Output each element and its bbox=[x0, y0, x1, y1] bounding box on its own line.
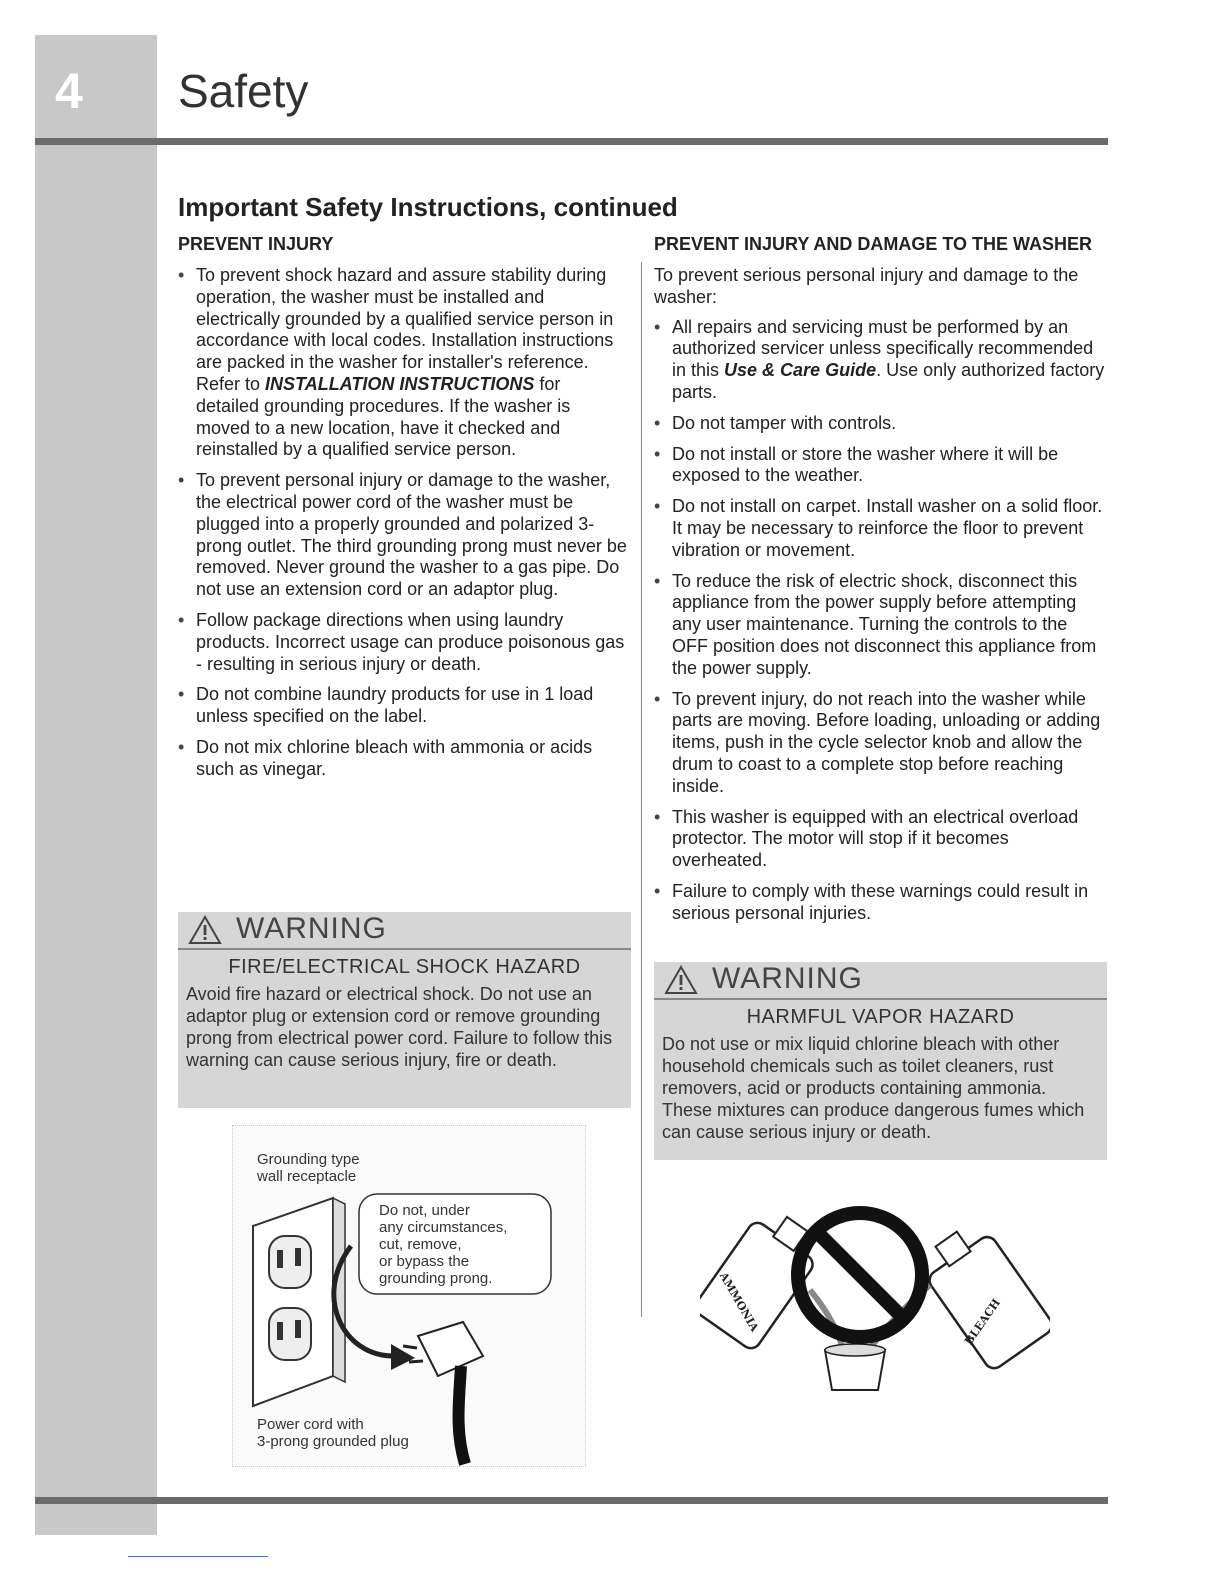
bleach-label: BLEACH bbox=[962, 1296, 1004, 1348]
list-item: • Do not mix chlorine bleach with ammonia or acids such as vinegar. bbox=[178, 737, 628, 781]
list-item: • Follow package directions when using laundry products. Incorrect usage can produce poisonous gas - resulting in serious injury or death. bbox=[178, 610, 628, 675]
bottom-link-underline bbox=[128, 1556, 268, 1557]
left-column bbox=[178, 233, 628, 790]
receptacle-label-2: wall receptacle bbox=[257, 1168, 357, 1185]
warning-triangle-icon bbox=[188, 915, 222, 945]
ammonia-label: AMMONIA bbox=[716, 1270, 762, 1334]
warning-subtitle: FIRE/ELECTRICAL SHOCK HAZARD bbox=[228, 956, 581, 978]
list-item: • To prevent injury, do not reach into the washer while parts are moving. Before loading, unloading or adding items, push in the cycle selector knob and allow the drum to coast to a complete stop before reaching inside. bbox=[654, 689, 1106, 798]
list-item: • Do not combine laundry products for use in 1 load unless specified on the label. bbox=[178, 684, 628, 728]
warning-box-vapor bbox=[654, 962, 1107, 1160]
list-item: • Do not install or store the washer where it will be exposed to the weather. bbox=[654, 444, 1106, 488]
top-rule bbox=[35, 138, 1108, 145]
list-item: • All repairs and servicing must be performed by an authorized servicer unless specifically recommended in this Use & Care Guide. Use only authorized factory parts. bbox=[654, 317, 1106, 404]
callout-text: Do not, under any circumstances, cut, remove, or bypass the grounding prong. bbox=[379, 1202, 508, 1287]
list-item: • To prevent personal injury or damage to the washer, the electrical power cord of the washer must be plugged into a properly grounded and polarized 3-prong outlet. The third grounding prong must never be removed. Never ground the washer to a gas pipe. Do not use an extension cord or an adaptor plug. bbox=[178, 470, 628, 601]
right-column bbox=[654, 233, 1106, 934]
list-item: • Failure to comply with these warnings could result in serious personal injuries. bbox=[654, 881, 1106, 925]
list-item: • Do not tamper with controls. bbox=[654, 413, 1106, 435]
warning-subtitle: HARMFUL VAPOR HAZARD bbox=[746, 1006, 1015, 1028]
page-title: Safety bbox=[178, 65, 309, 117]
warning-label: WARNING bbox=[236, 912, 387, 945]
bottom-rule bbox=[35, 1497, 1108, 1504]
outlet-drawing bbox=[233, 1126, 585, 1466]
warning-box-fire-shock bbox=[178, 912, 631, 1108]
plug-label-1: Power cord with bbox=[257, 1416, 364, 1433]
warning-header bbox=[178, 912, 631, 948]
right-list bbox=[654, 317, 1106, 925]
warning-triangle-icon bbox=[664, 965, 698, 995]
section-title: Important Safety Instructions, continued bbox=[178, 192, 678, 222]
chemicals-illustration bbox=[700, 1190, 1050, 1400]
list-item: • To prevent shock hazard and assure stability during operation, the washer must be installed and electrically grounded by a qualified service person in accordance with local codes. Installation instructions are packed in the washer for installer's reference. Refer to INSTALLATION INSTRUCTIONS for detailed grounding procedures. If the washer is moved to a new location, have it checked and reinstalled by a qualified service person. bbox=[178, 265, 628, 461]
right-intro: To prevent serious personal injury and damage to the washer: bbox=[654, 265, 1079, 307]
left-list bbox=[178, 265, 628, 781]
outlet-illustration bbox=[232, 1125, 586, 1467]
column-divider bbox=[641, 262, 642, 1317]
plug-label-2: 3-prong grounded plug bbox=[257, 1433, 409, 1450]
warning-header bbox=[654, 962, 1107, 998]
warning-body: Avoid fire hazard or electrical shock. Do not use an adaptor plug or extension cord or remove grounding prong from electrical power cord. Failure to follow this warning can cause serious injury, fire or death. bbox=[186, 984, 613, 1070]
warning-rule bbox=[178, 948, 631, 950]
warning-rule bbox=[654, 998, 1107, 1000]
list-item: • Do not install on carpet. Install washer on a solid floor. It may be necessary to reinforce the floor to prevent vibration or movement. bbox=[654, 496, 1106, 561]
warning-body: Do not use or mix liquid chlorine bleach with other household chemicals such as toilet cleaners, rust removers, acid or products containing ammonia. These mixtures can produce dangerous fumes which can cause serious injury or death. bbox=[662, 1034, 1085, 1142]
warning-label: WARNING bbox=[712, 962, 863, 995]
receptacle-label-1: Grounding type bbox=[257, 1151, 360, 1168]
no-mixing-drawing bbox=[700, 1190, 1050, 1400]
list-item: • To reduce the risk of electric shock, disconnect this appliance from the power supply before attempting any user maintenance. Turning the controls to the OFF position does not disconnect this appliance from the power supply. bbox=[654, 571, 1106, 680]
side-band bbox=[35, 35, 157, 1535]
list-item: • This washer is equipped with an electrical overload protector. The motor will stop if it becomes overheated. bbox=[654, 807, 1106, 872]
right-heading: PREVENT INJURY AND DAMAGE TO THE WASHER bbox=[654, 234, 1093, 254]
page-number: 4 bbox=[55, 63, 83, 119]
left-heading: PREVENT INJURY bbox=[178, 234, 334, 254]
